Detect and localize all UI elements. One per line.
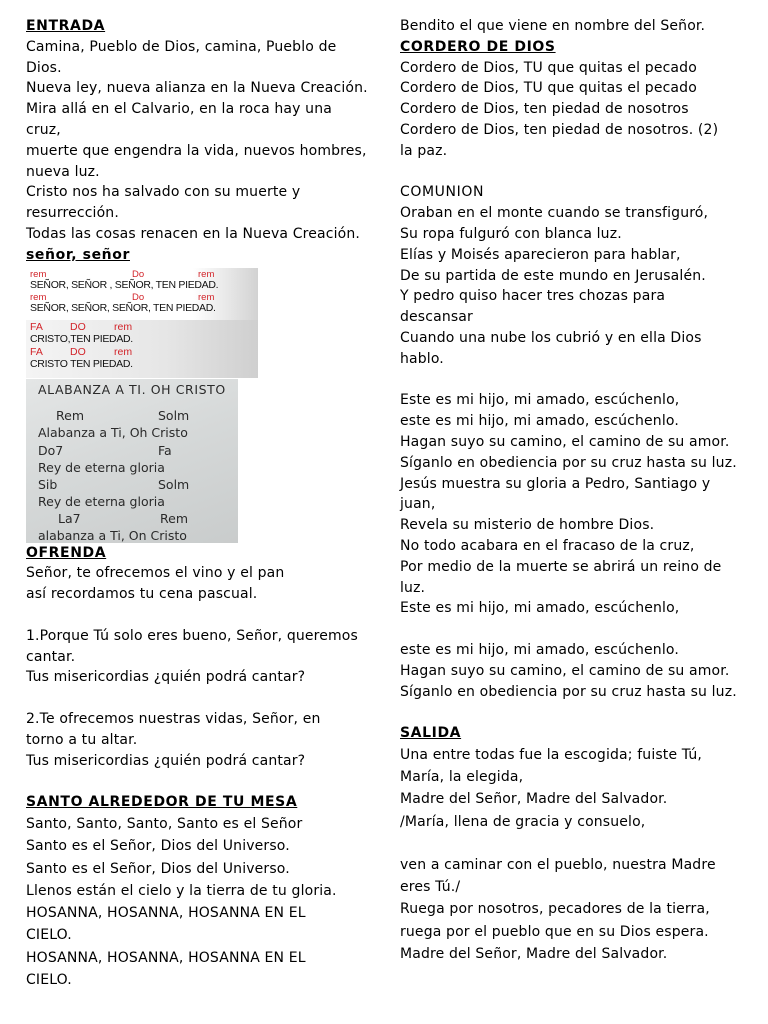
lyric-line: así recordamos tu cena pascual. [26,586,258,603]
blank-line [26,605,378,626]
lyric-line: Llenos están el cielo y la tierra de tu gloria. [26,882,337,899]
lyric-line: descansar [400,309,473,326]
lyric-line: Madre del Señor, Madre del Salvador. [400,946,668,963]
lyric-line: Y pedro quiso hacer tres chozas para [400,288,666,305]
lyric-line: Una entre todas fue la escogida; fuiste Tú, [400,746,703,763]
lyric-line: Por medio de la muerte se abrirá un reino de [400,558,722,575]
lyric-line: CIELO. [26,927,72,944]
lyric-line: Mira allá en el Calvario, en la roca hay una [26,101,332,118]
chord: Sib [38,476,58,492]
lyric-line: Todas las cosas renacen en la Nueva Creación. [26,225,360,242]
lyric-line: Santo es el Señor, Dios del Universo. [26,860,290,877]
cordero-lyrics [400,58,760,183]
lyric-line: este es mi hijo, mi amado, escúchenlo. [400,413,679,430]
lyric-line: Cordero de Dios, ten piedad de nosotros. (2) [400,121,719,138]
lyric-line: Ruega por nosotros, pecadores de la tierra, [400,901,710,918]
lyric-line: Jesús muestra su gloria a Pedro, Santiago y [400,475,711,492]
blank-line [400,702,760,723]
lyric-line: De su partida de este mundo en Jerusalén. [400,267,706,284]
santo-lyrics [26,813,378,991]
lyric-line: CIELO. [26,972,72,988]
lyric-line: Síganlo en obediencia por su cruz hasta su luz. [400,683,737,700]
chord: rem [198,291,215,303]
left-column [26,16,378,991]
senor-heading: señor, señor [26,246,130,263]
lyric-line: María, la elegida, [400,769,524,786]
lyric-line: Cristo nos ha salvado con su muerte y [26,184,301,201]
lyric-line: Este es mi hijo, mi amado, escúchenlo, [400,600,680,617]
senor-chord-sheet [26,268,258,378]
blank-line [26,688,378,709]
lyric-line: Este es mi hijo, mi amado, escúchenlo, [400,392,680,409]
lyric-line: Oraban en el monte cuando se transfiguró, [400,205,709,222]
chord-lyric: CRISTO,TEN PIEDAD. [30,332,133,345]
lyric-line: /María, llena de gracia y consuelo, [400,813,646,830]
lyric-line: la paz. [400,142,448,159]
alabanza-lyric: Rey de eterna gloria [38,493,165,509]
blank-line [400,619,760,640]
alabanza-photo [26,379,238,543]
lyric-line: torno a tu altar. [26,731,138,748]
lyric-line: Señor, te ofrecemos el vino y el pan [26,565,285,582]
lyric-line: Revela su misterio de hombre Dios. [400,517,655,534]
lyric-line: 1.Porque Tú solo eres bueno, Señor, queremos [26,627,358,644]
chord: rem [114,345,133,358]
entrada-lyrics [26,37,378,245]
intro-line: Bendito el que viene en nombre del Señor. [400,18,706,34]
chord: Solm [158,476,190,492]
lyric-line: este es mi hijo, mi amado, escúchenlo. [400,641,679,658]
salida-lyrics [400,744,760,965]
lyric-line: Camina, Pueblo de Dios, camina, Pueblo de [26,38,337,55]
chord: Do7 [38,442,64,458]
lyric-line: HOSANNA, HOSANNA, HOSANNA EN EL [26,949,306,966]
comunion-heading: COMUNION [400,184,485,201]
chord: Solm [158,407,190,423]
lyric-line: resurrección. [26,205,119,222]
blank-line [400,833,760,854]
lyric-line: cruz, [26,121,61,138]
chord: Fa [158,442,172,458]
chord-lyric: SEÑOR, SEÑOR, SEÑOR, TEN PIEDAD. [30,301,216,314]
lyric-line: Nueva ley, nueva alianza en la Nueva Creación. [26,80,368,97]
chord: FA [30,320,43,333]
lyric-line: Su ropa fulguró con blanca luz. [400,225,622,242]
chord: rem [30,291,47,303]
blank-line [400,370,760,391]
lyric-line: juan, [400,496,436,513]
lyric-line: Tus misericordias ¿quién podrá cantar? [26,669,306,686]
lyric-line: Elías y Moisés aparecieron para hablar, [400,246,681,263]
lyric-line: Santo, Santo, Santo, Santo es el Señor [26,815,303,832]
chord: Do [132,268,145,280]
ofrenda-heading: OFRENDA [26,544,107,561]
lyric-line: Cordero de Dios, TU que quitas el pecado [400,59,697,76]
lyric-line: luz. [400,579,426,596]
chord: Rem [160,510,188,526]
lyric-line: muerte que engendra la vida, nuevos hombres, [26,142,367,159]
lyric-line: cantar. [26,648,76,665]
lyric-line: Tus misericordias ¿quién podrá cantar? [26,752,306,769]
lyric-line: Cuando una nube los cubrió y en ella Dios [400,329,702,346]
chord-lyric: SEÑOR, SEÑOR , SEÑOR, TEN PIEDAD. [30,278,219,291]
chord: Do [132,291,145,303]
lyric-line: Madre del Señor, Madre del Salvador. [400,791,668,808]
lyric-line: nueva luz. [26,163,100,180]
lyric-line: ven a caminar con el pueblo, nuestra Madre [400,856,716,873]
blank-line [400,162,760,183]
salida-heading: SALIDA [400,725,462,742]
lyric-line: No todo acabara en el fracaso de la cruz, [400,537,695,554]
ofrenda-lyrics [26,563,378,792]
lyric-line: eres Tú./ [400,879,461,896]
lyric-line: ruega por el pueblo que en su Dios espera. [400,923,709,940]
chord-lyric: CRISTO TEN PIEDAD. [30,357,133,370]
lyric-line: HOSANNA, HOSANNA, HOSANNA EN EL [26,905,306,922]
lyric-line: Cordero de Dios, ten piedad de nosotros [400,101,689,118]
chord: FA [30,345,43,358]
chord: DO [70,320,86,333]
alabanza-lyric: alabanza a Ti, On Cristo [38,527,187,543]
alabanza-title: ALABANZA A TI. OH CRISTO [38,381,226,397]
santo-heading: SANTO ALREDEDOR DE TU MESA [26,794,298,811]
lyric-line: Dios. [26,59,62,76]
entrada-heading: ENTRADA [26,18,106,34]
alabanza-lyric: Alabanza a Ti, Oh Cristo [38,424,188,440]
lyric-line: Síganlo en obediencia por su cruz hasta su luz. [400,454,737,471]
lyric-line: Cordero de Dios, TU que quitas el pecado [400,80,697,97]
blank-line [26,771,378,792]
chord: rem [114,320,133,333]
alabanza-lyric: Rey de eterna gloria [38,459,165,475]
lyric-line: Hagan suyo su camino, el camino de su amor. [400,433,730,450]
chord: rem [30,268,47,280]
lyric-line: Santo es el Señor, Dios del Universo. [26,838,290,855]
lyric-line: 2.Te ofrecemos nuestras vidas, Señor, en [26,710,321,727]
chord: La7 [58,510,81,526]
cordero-heading: CORDERO DE DIOS [400,38,556,55]
chord: Rem [56,407,84,423]
lyric-line: hablo. [400,350,444,367]
lyric-line: Hagan suyo su camino, el camino de su amor. [400,662,730,679]
comunion-lyrics [400,203,760,723]
chord: rem [198,268,215,280]
right-column [400,16,760,965]
chord: DO [70,345,86,358]
